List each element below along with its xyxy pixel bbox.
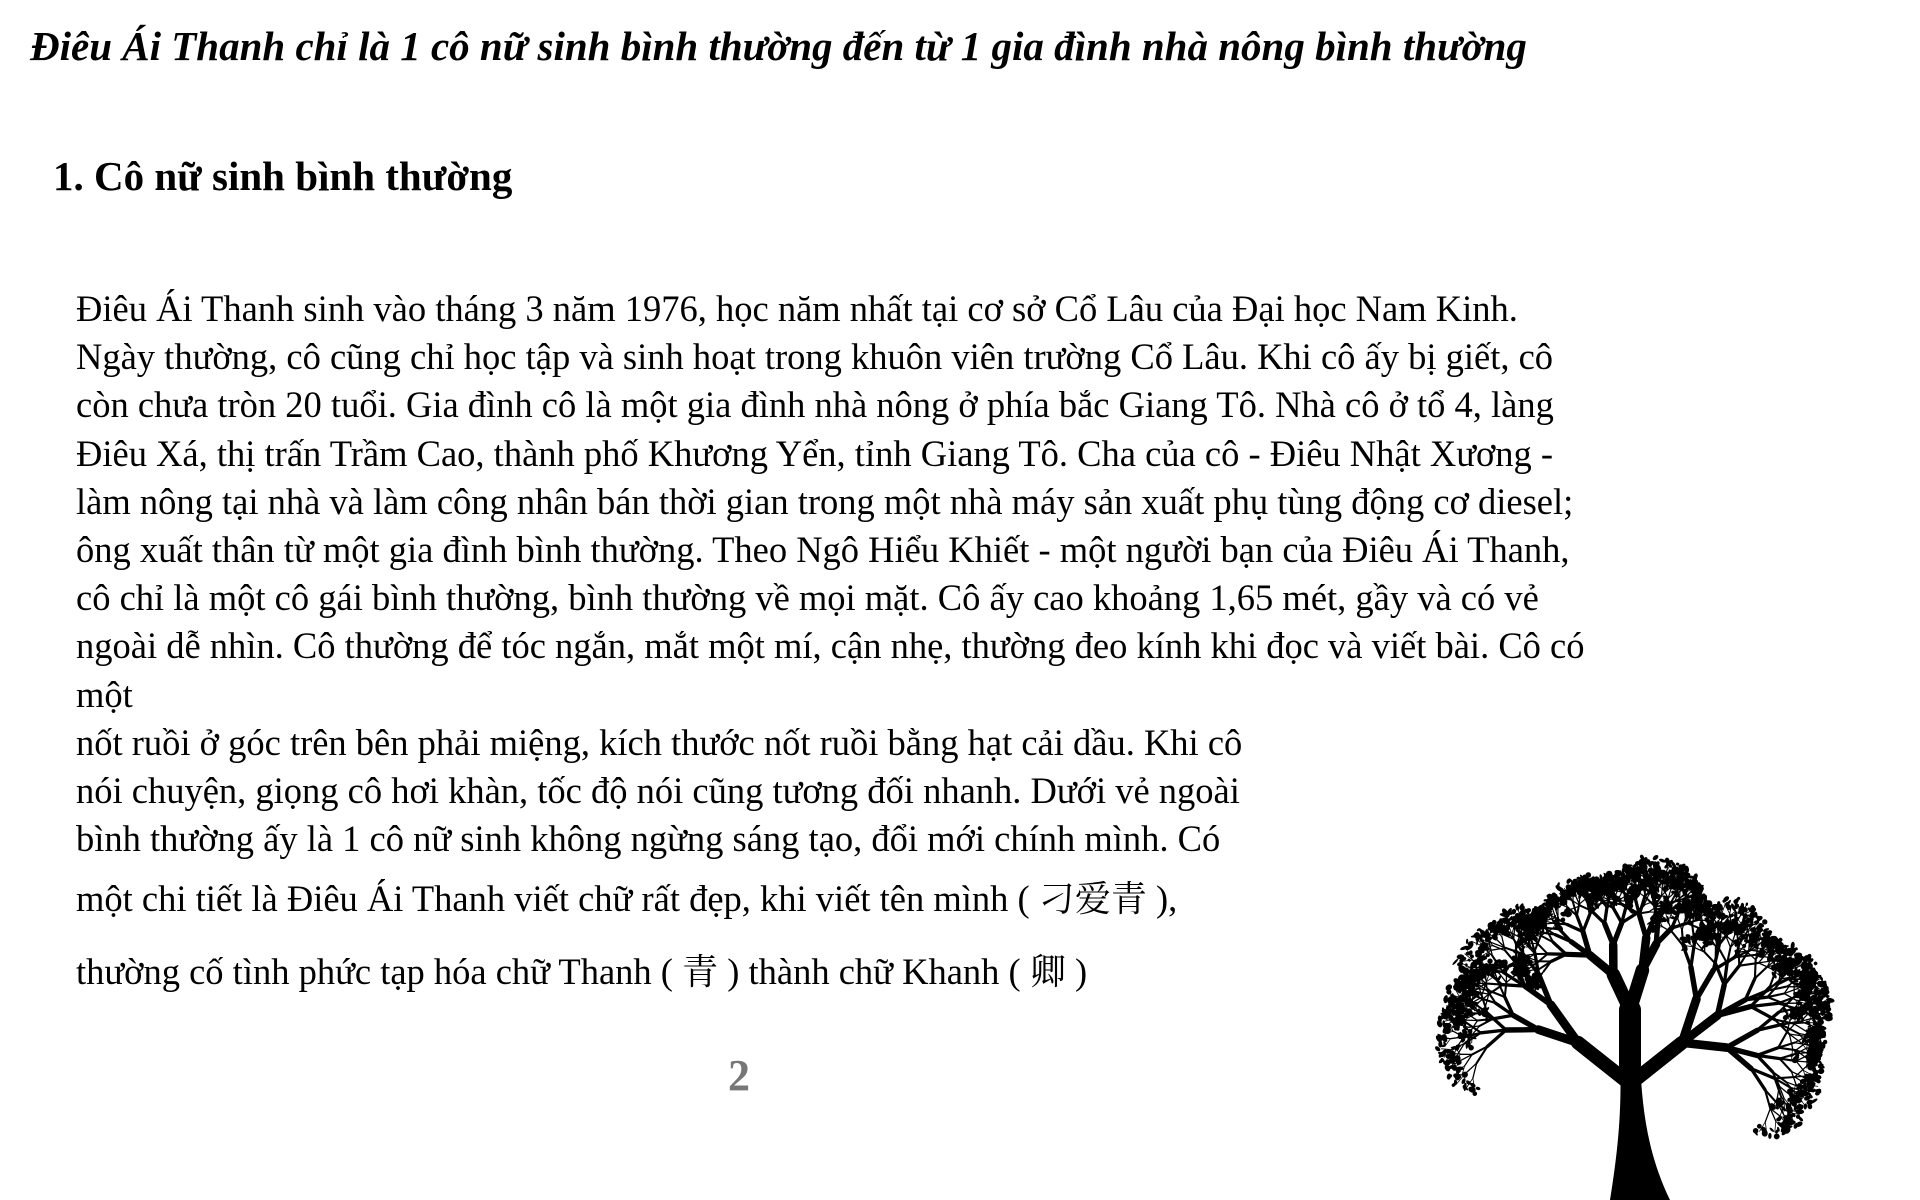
paragraph-line: Ngày thường, cô cũng chỉ học tập và sinh hoạt trong khuôn viên trường Cổ Lâu. Khi cô ấy bị giết, cô — [76, 336, 1554, 378]
paragraph-line: bình thường ấy là 1 cô nữ sinh không ngừng sáng tạo, đổi mới chính mình. Có — [76, 818, 1221, 860]
line-text: ) thành chữ Khanh ( — [718, 951, 1030, 993]
paragraph-line: Điêu Xá, thị trấn Trầm Cao, thành phố Khương Yển, tỉnh Giang Tô. Cha của cô - Điêu Nhật Xương - — [76, 432, 1554, 474]
chinese-name: 刁爱青 — [1038, 879, 1147, 921]
line-text: ) — [1065, 951, 1088, 993]
page-number: 2 — [728, 1051, 750, 1100]
line-text: ), — [1146, 878, 1178, 920]
tree-silhouette-icon — [1370, 680, 1920, 1200]
paragraph-line: ông xuất thân từ một gia đình bình thường. Theo Ngô Hiểu Khiết - một người bạn của Điêu Ái Thanh, — [76, 529, 1570, 571]
paragraph-line: nói chuyện, giọng cô hơi khàn, tốc độ nói cũng tương đối nhanh. Dưới vẻ ngoài — [76, 770, 1240, 812]
chinese-char-qing2: 卿 — [1029, 952, 1066, 994]
chinese-char-qing: 青 — [682, 952, 719, 994]
paragraph-line: Điêu Ái Thanh sinh vào tháng 3 năm 1976, học năm nhất tại cơ sở Cổ Lâu của Đại học Nam Kinh. — [76, 288, 1518, 329]
paragraph-line: ngoài dễ nhìn. Cô thường để tóc ngắn, mắt một mí, cận nhẹ, thường đeo kính khi đọc và viết bài. Cô có — [76, 625, 1585, 667]
paragraph-line: một — [76, 673, 133, 715]
line-text: một chi tiết là Điêu Ái Thanh viết chữ rất đẹp, khi viết tên mình ( — [76, 878, 1039, 920]
section-heading: 1. Cô nữ sinh bình thường — [53, 153, 513, 199]
paragraph-line: làm nông tại nhà và làm công nhân bán thời gian trong một nhà máy sản xuất phụ tùng động cơ diesel; — [76, 480, 1574, 522]
line-text: thường cố tình phức tạp hóa chữ Thanh ( — [76, 951, 683, 993]
paragraph-line: còn chưa tròn 20 tuổi. Gia đình cô là một gia đình nhà nông ở phía bắc Giang Tô. Nhà cô ở tổ 4, làng — [76, 384, 1554, 426]
paragraph-line: cô chỉ là một cô gái bình thường, bình thường về mọi mặt. Cô ấy cao khoảng 1,65 mét, gầy và có vẻ — [76, 577, 1539, 619]
paragraph-line: nốt ruồi ở góc trên bên phải miệng, kích thước nốt ruồi bằng hạt cải dầu. Khi cô — [76, 721, 1243, 763]
page-header-title: Điêu Ái Thanh chỉ là 1 cô nữ sinh bình thường đến từ 1 gia đình nhà nông bình thường — [30, 23, 1527, 69]
